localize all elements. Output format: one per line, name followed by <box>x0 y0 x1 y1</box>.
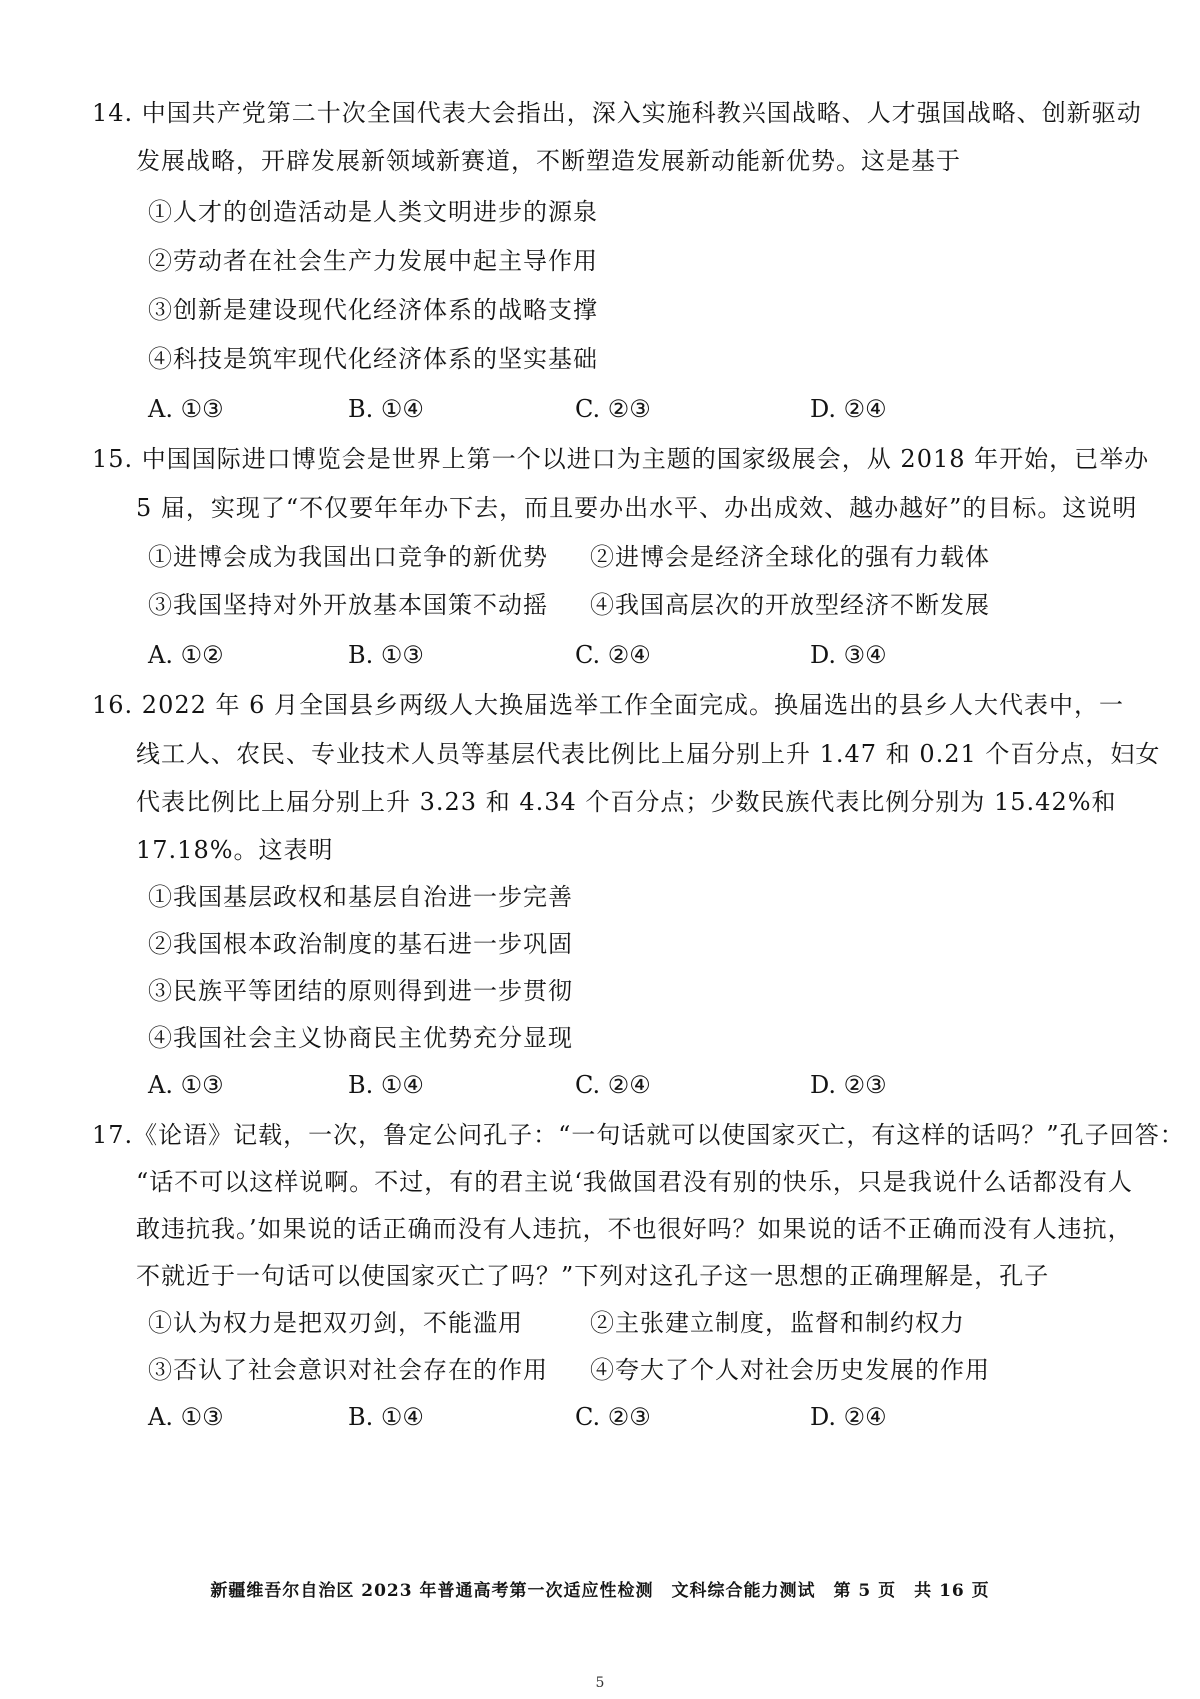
statement-option: ①人才的创造活动是人类文明进步的源泉 <box>148 198 598 226</box>
statement-option: ④我国社会主义协商民主优势充分显现 <box>148 1024 573 1052</box>
question-stem-line: 敢违抗我。’如果说的话正确而没有人违抗，不也很好吗？如果说的话不正确而没有人违抗， <box>136 1215 1133 1243</box>
statement-option: ①我国基层政权和基层自治进一步完善 <box>148 883 573 911</box>
statement-option: ②进博会是经济全球化的强有力载体 <box>590 543 990 571</box>
question-stem-line: 线工人、农民、专业技术人员等基层代表比例比上届分别上升 1.47 和 0.21 个百分点，妇女 <box>136 740 1161 768</box>
question-stem-line: 代表比例比上届分别上升 3.23 和 4.34 个百分点；少数民族代表比例分别为 15.42%和 <box>136 788 1117 816</box>
answer-choice-c: C. ②③ <box>575 1403 651 1431</box>
answer-choice-a: A. ①③ <box>148 1403 224 1431</box>
answer-choice-c: C. ②④ <box>575 641 651 669</box>
statement-option: ③创新是建设现代化经济体系的战略支撑 <box>148 296 598 324</box>
answer-choice-b: B. ①④ <box>348 1403 424 1431</box>
statement-option: ①进博会成为我国出口竞争的新优势 <box>148 543 548 571</box>
question-stem-line: 14. 中国共产党第二十次全国代表大会指出，深入实施科教兴国战略、人才强国战略、创新驱动 <box>92 99 1142 127</box>
answer-choice-d: D. ③④ <box>810 641 887 669</box>
question-stem-line: “话不可以这样说啊。不过，有的君主说‘我做国君没有别的快乐，只是我说什么话都没有人 <box>136 1168 1133 1196</box>
statement-option: ③我国坚持对外开放基本国策不动摇 <box>148 591 548 619</box>
answer-choice-b: B. ①④ <box>348 395 424 423</box>
answer-choice-b: B. ①④ <box>348 1071 424 1099</box>
statement-option: ③否认了社会意识对社会存在的作用 <box>148 1356 548 1384</box>
question-stem-line: 17.《论语》记载，一次，鲁定公问孔子：“一句话就可以使国家灭亡，有这样的话吗？”孔子回答： <box>92 1121 1185 1149</box>
answer-choice-d: D. ②③ <box>810 1071 887 1099</box>
question-stem-line: 15. 中国国际进口博览会是世界上第一个以进口为主题的国家级展会，从 2018 年开始，已举办 <box>92 445 1150 473</box>
page-footer: 新疆维吾尔自治区 2023 年普通高考第一次适应性检测 文科综合能力测试 第 5 页 共 16 页 <box>210 1581 990 1601</box>
statement-option: ④科技是筑牢现代化经济体系的坚实基础 <box>148 345 598 373</box>
question-stem-line: 发展战略，开辟发展新领域新赛道，不断塑造发展新动能新优势。这是基于 <box>136 147 961 175</box>
answer-choice-d: D. ②④ <box>810 395 887 423</box>
question-stem-line: 5 届，实现了“不仅要年年办下去，而且要办出水平、办出成效、越办越好”的目标。这说明 <box>136 494 1138 522</box>
answer-choice-d: D. ②④ <box>810 1403 887 1431</box>
statement-option: ②劳动者在社会生产力发展中起主导作用 <box>148 247 598 275</box>
answer-choice-c: C. ②④ <box>575 1071 651 1099</box>
statement-option: ③民族平等团结的原则得到进一步贯彻 <box>148 977 573 1005</box>
statement-option: ④夸大了个人对社会历史发展的作用 <box>590 1356 990 1384</box>
statement-option: ②主张建立制度，监督和制约权力 <box>590 1309 965 1337</box>
answer-choice-a: A. ①② <box>148 641 224 669</box>
question-stem-line: 17.18%。这表明 <box>136 836 334 864</box>
question-stem-line: 16. 2022 年 6 月全国县乡两级人大换届选举工作全面完成。换届选出的县乡人大代表中，一 <box>92 691 1125 719</box>
statement-option: ②我国根本政治制度的基石进一步巩固 <box>148 930 573 958</box>
statement-option: ④我国高层次的开放型经济不断发展 <box>590 591 990 619</box>
answer-choice-a: A. ①③ <box>148 395 224 423</box>
statement-option: ①认为权力是把双刃剑，不能滥用 <box>148 1309 523 1337</box>
answer-choice-a: A. ①③ <box>148 1071 224 1099</box>
answer-choice-b: B. ①③ <box>348 641 424 669</box>
question-stem-line: 不就近于一句话可以使国家灭亡了吗？”下列对这孔子这一思想的正确理解是，孔子 <box>136 1262 1050 1290</box>
answer-choice-c: C. ②③ <box>575 395 651 423</box>
page-number: 5 <box>595 1675 605 1691</box>
